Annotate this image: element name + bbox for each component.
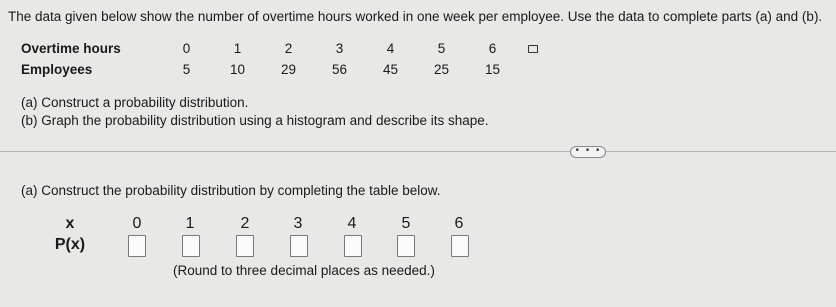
table-cell: 4 — [386, 41, 395, 56]
px-input[interactable] — [344, 235, 362, 257]
x-value: 6 — [454, 215, 464, 232]
data-table — [21, 38, 538, 80]
expand-more-button[interactable]: • • • — [570, 146, 606, 158]
x-value: 2 — [240, 215, 250, 232]
px-input[interactable] — [182, 235, 200, 257]
table-cell: 5 — [437, 41, 446, 56]
x-value: 5 — [401, 215, 411, 232]
px-input[interactable] — [128, 235, 146, 257]
section-divider — [0, 151, 836, 152]
part-a-text: (a) Construct a probability distribution. — [21, 95, 249, 110]
px-input[interactable] — [397, 235, 415, 257]
table-cell: 5 — [182, 62, 191, 77]
table-cell: 29 — [280, 62, 297, 77]
table-cell: 15 — [484, 62, 501, 77]
table-cell: 2 — [284, 41, 293, 56]
rounding-note: (Round to three decimal places as needed.) — [173, 263, 435, 278]
copy-table-icon[interactable] — [528, 45, 538, 53]
px-input[interactable] — [236, 235, 254, 257]
question-a-text: (a) Construct the probability distribution by completing the table below. — [21, 183, 441, 198]
table-cell: 10 — [229, 62, 246, 77]
table-row — [21, 38, 538, 59]
table-cell: 0 — [182, 41, 191, 56]
px-input[interactable] — [290, 235, 308, 257]
table-cell: 1 — [233, 41, 242, 56]
table-cell: 3 — [335, 41, 344, 56]
px-header: P(x) — [54, 236, 86, 253]
table-cell: 6 — [488, 41, 497, 56]
px-input[interactable] — [451, 235, 469, 257]
table-cell: 45 — [382, 62, 399, 77]
x-header: x — [65, 215, 75, 232]
part-b-text: (b) Graph the probability distribution using a histogram and describe its shape. — [21, 113, 489, 128]
table-cell: 56 — [331, 62, 348, 77]
x-value: 1 — [185, 215, 195, 232]
x-value: 3 — [293, 215, 303, 232]
x-value: 4 — [347, 215, 357, 232]
table-row — [21, 59, 538, 80]
row-label-overtime-hours: Overtime hours — [21, 41, 121, 56]
row-label-employees: Employees — [21, 62, 93, 77]
x-value: 0 — [132, 215, 142, 232]
table-cell: 25 — [433, 62, 450, 77]
problem-intro: The data given below show the number of overtime hours worked in one week per employee. Use the data to complete parts (a) and (b). — [8, 9, 823, 24]
